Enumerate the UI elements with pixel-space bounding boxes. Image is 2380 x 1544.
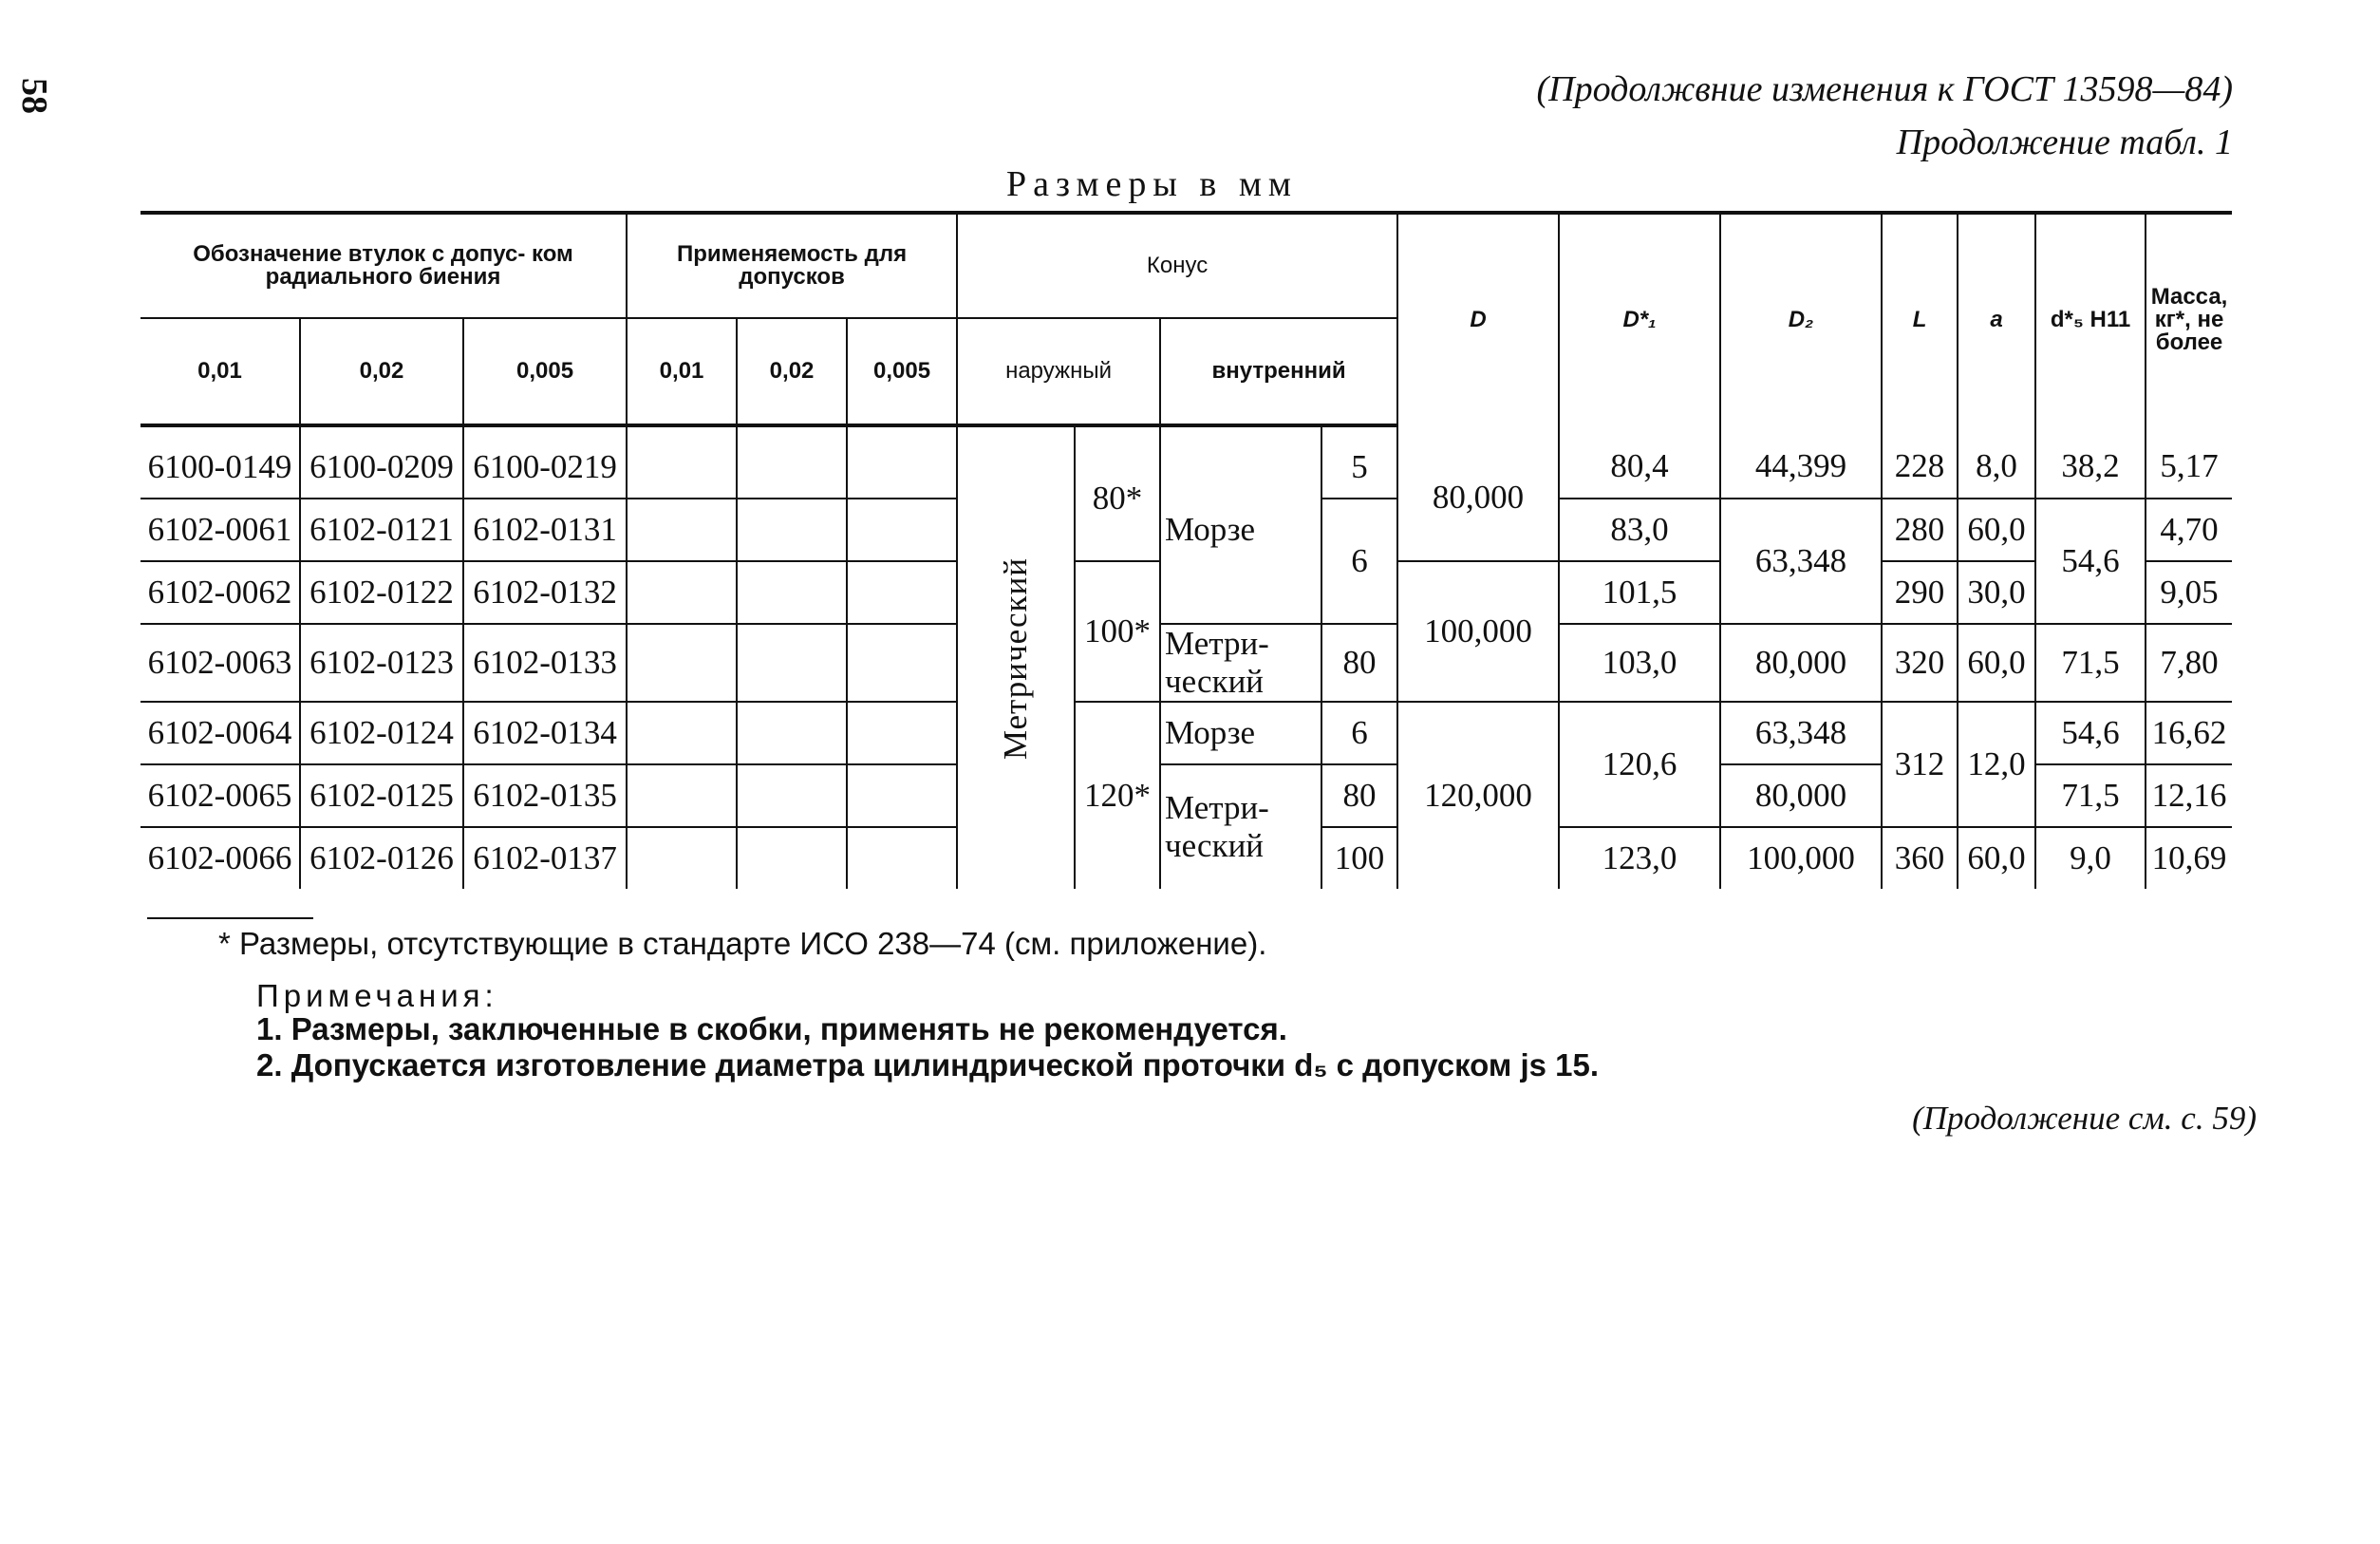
table-row (141, 624, 2232, 702)
inner-cone-number-cell: 6 (1321, 499, 1397, 624)
notes-title: Примечания: (256, 978, 498, 1013)
designation-002-cell: 6102-0125 (300, 764, 463, 827)
applicability-0005-cell (847, 499, 957, 561)
units-caption: Размеры в мм (1006, 164, 1298, 204)
l-cell: 290 (1882, 561, 1958, 624)
designation-0005-cell: 6102-0134 (463, 702, 627, 764)
d2-cell: 80,000 (1720, 624, 1882, 702)
designation-001-cell: 6102-0066 (141, 827, 300, 889)
header-change-reference: (Продолжвние изменения к ГОСТ 13598—84) (1536, 69, 2233, 109)
mass-cell: 10,69 (2146, 827, 2232, 889)
d1-cell: 120,6 (1559, 702, 1720, 827)
applicability-002-cell (737, 827, 847, 889)
applicability-002-cell (737, 624, 847, 702)
designation-001-cell: 6102-0065 (141, 764, 300, 827)
l-cell: 228 (1882, 425, 1958, 499)
l-header: L (1882, 213, 1958, 425)
footnote: * Размеры, отсутствующие в стандарте ИСО 238—74 (см. приложение). (218, 926, 1267, 961)
cone-inner-header: внутренний (1160, 318, 1397, 425)
mass-cell: 12,16 (2146, 764, 2232, 827)
d-cell: 100,000 (1397, 561, 1559, 702)
d2-cell: 100,000 (1720, 827, 1882, 889)
applicability-001-cell (627, 425, 737, 499)
applicability-002-cell (737, 764, 847, 827)
applicability-0005-cell (847, 764, 957, 827)
inner-cone-name-cell: Метри- ческий (1160, 764, 1321, 889)
designation-tol-002: 0,02 (300, 318, 463, 425)
inner-cone-number-cell: 100 (1321, 827, 1397, 889)
applicability-0005-cell (847, 425, 957, 499)
a-cell: 30,0 (1958, 561, 2035, 624)
inner-cone-number-cell: 6 (1321, 702, 1397, 764)
designation-001-cell: 6102-0062 (141, 561, 300, 624)
d1-cell: 103,0 (1559, 624, 1720, 702)
d5-cell: 71,5 (2035, 764, 2146, 827)
l-cell: 312 (1882, 702, 1958, 827)
designation-002-cell: 6100-0209 (300, 425, 463, 499)
d1-cell: 123,0 (1559, 827, 1720, 889)
mass-cell: 4,70 (2146, 499, 2232, 561)
outer-cone-size-cell: 80* (1075, 425, 1160, 561)
d5-cell: 54,6 (2035, 702, 2146, 764)
outer-cone-type-cell (957, 425, 1075, 889)
designation-002-cell: 6102-0123 (300, 624, 463, 702)
outer-cone-size-cell: 100* (1075, 561, 1160, 702)
note-1: 1. Размеры, заключенные в скобки, применять не рекомендуется. (256, 1011, 1287, 1046)
designation-001-cell: 6102-0064 (141, 702, 300, 764)
a-cell: 12,0 (1958, 702, 2035, 827)
d1-cell: 80,4 (1559, 425, 1720, 499)
designation-0005-cell: 6102-0137 (463, 827, 627, 889)
inner-cone-name-cell: Метри- ческий (1160, 624, 1321, 702)
footnote-rule (147, 917, 313, 919)
table-row (141, 702, 2232, 764)
a-cell: 60,0 (1958, 827, 2035, 889)
applicability-002-cell (737, 425, 847, 499)
designation-001-cell: 6102-0061 (141, 499, 300, 561)
applicability-001-cell (627, 764, 737, 827)
designation-0005-cell: 6102-0135 (463, 764, 627, 827)
mass-cell: 5,17 (2146, 425, 2232, 499)
inner-cone-name-cell: Морзе (1160, 702, 1321, 764)
designation-0005-cell: 6102-0132 (463, 561, 627, 624)
applicability-0005-cell (847, 702, 957, 764)
table-row (141, 425, 2232, 499)
designation-header: Обозначение втулок с допус- ком радиального биения (141, 213, 627, 318)
d1-cell: 83,0 (1559, 499, 1720, 561)
designation-0005-cell: 6100-0219 (463, 425, 627, 499)
designation-001-cell: 6102-0063 (141, 624, 300, 702)
dimensions-table-container (141, 211, 2232, 889)
applicability-001-cell (627, 827, 737, 889)
designation-0005-cell: 6102-0133 (463, 624, 627, 702)
a-cell: 60,0 (1958, 624, 2035, 702)
applicability-tol-0005: 0,005 (847, 318, 957, 425)
designation-001-cell: 6100-0149 (141, 425, 300, 499)
d-cell: 120,000 (1397, 702, 1559, 889)
inner-cone-number-cell: 80 (1321, 764, 1397, 827)
inner-cone-name-cell: Морзе (1160, 425, 1321, 624)
applicability-001-cell (627, 499, 737, 561)
note-2: 2. Допускается изготовление диаметра цилиндрической проточки d₅ с допуском js 15. (256, 1047, 1600, 1083)
applicability-tol-001: 0,01 (627, 318, 737, 425)
l-cell: 320 (1882, 624, 1958, 702)
designation-tol-001: 0,01 (141, 318, 300, 425)
d2-cell: 80,000 (1720, 764, 1882, 827)
d-header: D (1397, 213, 1559, 425)
applicability-0005-cell (847, 561, 957, 624)
applicability-002-cell (737, 499, 847, 561)
header-table-continuation: Продолжение табл. 1 (1896, 122, 2233, 162)
designation-002-cell: 6102-0121 (300, 499, 463, 561)
a-header: a (1958, 213, 2035, 425)
applicability-002-cell (737, 561, 847, 624)
cone-outer-header: наружный (957, 318, 1160, 425)
applicability-001-cell (627, 702, 737, 764)
applicability-001-cell (627, 624, 737, 702)
d-cell: 80,000 (1397, 425, 1559, 561)
dimensions-table (141, 211, 2232, 889)
mass-cell: 9,05 (2146, 561, 2232, 624)
continuation-note: (Продолжение см. с. 59) (1912, 1100, 2257, 1137)
mass-cell: 7,80 (2146, 624, 2232, 702)
designation-002-cell: 6102-0124 (300, 702, 463, 764)
d1-cell: 101,5 (1559, 561, 1720, 624)
a-cell: 60,0 (1958, 499, 2035, 561)
outer-cone-size-cell: 120* (1075, 702, 1160, 889)
applicability-tol-002: 0,02 (737, 318, 847, 425)
d2-header: D₂ (1720, 213, 1882, 425)
designation-002-cell: 6102-0126 (300, 827, 463, 889)
applicability-header: Применяемость для допусков (627, 213, 957, 318)
d5-cell: 38,2 (2035, 425, 2146, 499)
l-cell: 280 (1882, 499, 1958, 561)
mass-header: Масса, кг*, не более (2146, 213, 2232, 425)
outer-cone-type-label: Метрический (997, 556, 1035, 761)
designation-002-cell: 6102-0122 (300, 561, 463, 624)
cone-header: Конус (957, 213, 1397, 318)
d1-header: D*₁ (1559, 213, 1720, 425)
d5-cell: 71,5 (2035, 624, 2146, 702)
applicability-001-cell (627, 561, 737, 624)
applicability-0005-cell (847, 624, 957, 702)
d2-cell: 63,348 (1720, 499, 1882, 624)
applicability-002-cell (737, 702, 847, 764)
d5-cell: 54,6 (2035, 499, 2146, 624)
d2-cell: 44,399 (1720, 425, 1882, 499)
d2-cell: 63,348 (1720, 702, 1882, 764)
applicability-0005-cell (847, 827, 957, 889)
a-cell: 8,0 (1958, 425, 2035, 499)
mass-cell: 16,62 (2146, 702, 2232, 764)
inner-cone-number-cell: 80 (1321, 624, 1397, 702)
inner-cone-number-cell: 5 (1321, 425, 1397, 499)
d5-cell: 9,0 (2035, 827, 2146, 889)
designation-0005-cell: 6102-0131 (463, 499, 627, 561)
l-cell: 360 (1882, 827, 1958, 889)
d5-header: d*₅ H11 (2035, 213, 2146, 425)
designation-tol-0005: 0,005 (463, 318, 627, 425)
page-number: 58 (14, 78, 54, 114)
